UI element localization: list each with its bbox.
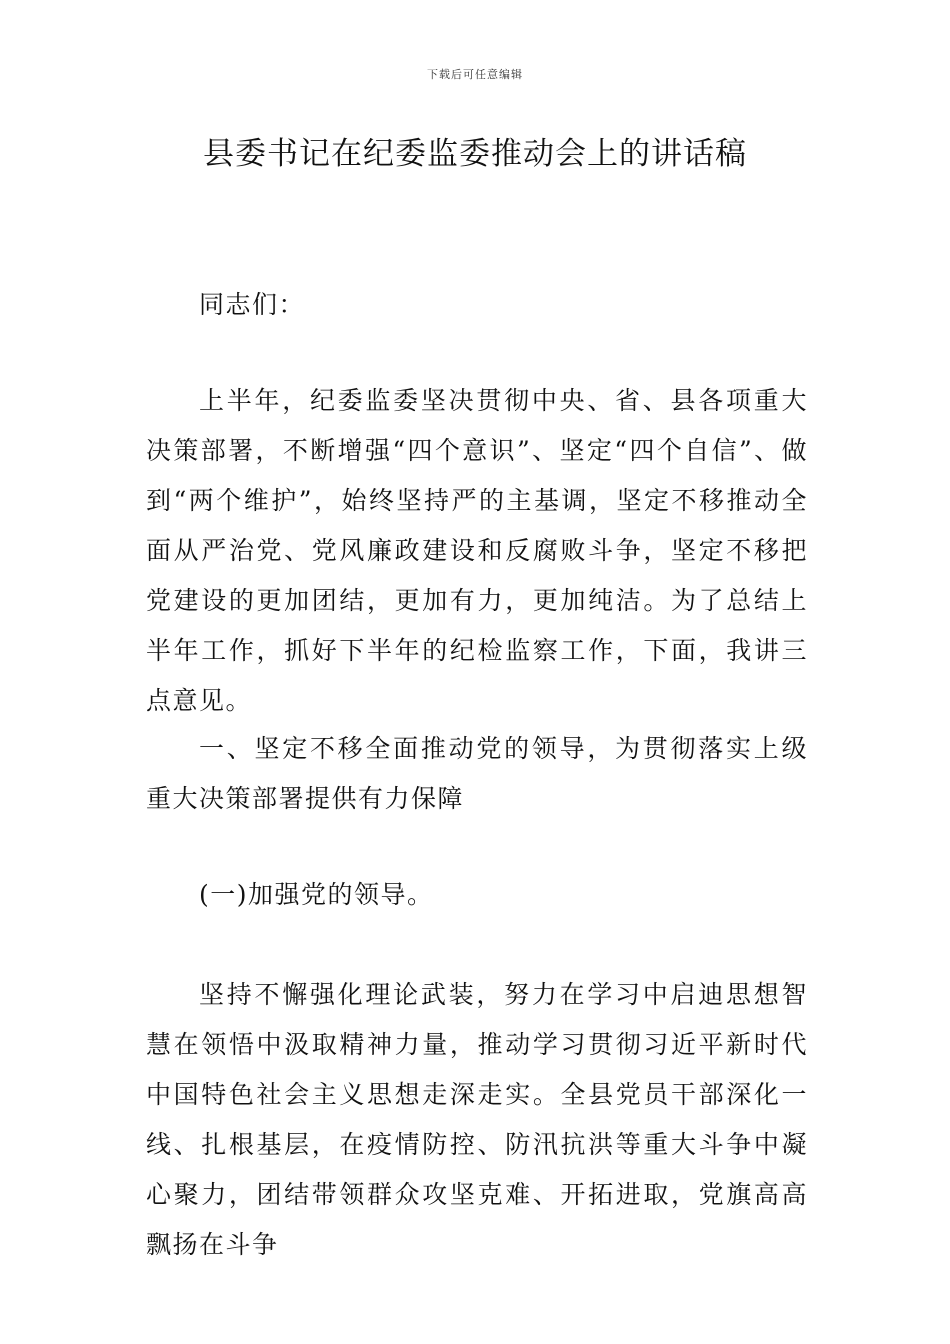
subsection-body-1: 坚持不懈强化理论武装，努力在学习中启迪思想智慧在领悟中汲取精神力量，推动学习贯彻习近平新时代中国特色社会主义思想走深走实。全县党员干部深化一线、扎根基层，在疫情防控、防汛抗洪等重大斗争中凝心聚力，团结带领群众攻坚克难、开拓进取，党旗高高飘扬在斗争 xyxy=(146,980,808,1259)
header-note: 下载后可任意编辑 xyxy=(427,68,523,81)
subsection-heading-1: (一)加强党的领导。 xyxy=(199,880,434,909)
section-heading-1: 一、坚定不移全面推动党的领导，为贯彻落实上级重大决策部署提供有力保障 xyxy=(146,734,808,813)
document-title: 县委书记在纪委监委推动会上的讲话稿 xyxy=(203,136,747,172)
greeting-paragraph: 同志们： xyxy=(199,290,306,319)
intro-paragraph: 上半年，纪委监委坚决贯彻中央、省、县各项重大决策部署，不断增强“四个意识”、坚定“四个自信”、做到“两个维护”，始终坚持严的主基调，坚定不移推动全面从严治党、党风廉政建设和反腐败斗争，坚定不移把党建设的更加团结，更加有力，更加纯洁。为了总结上半年工作，抓好下半年的纪检监察工作，下面，我讲三点意见。 xyxy=(146,386,808,715)
